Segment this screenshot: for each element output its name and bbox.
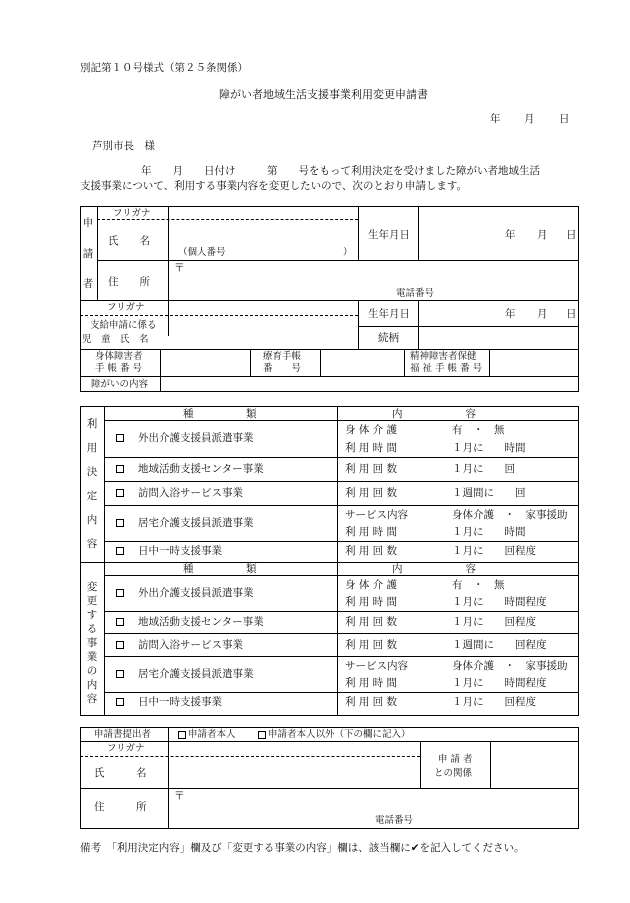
changed-side-2: 更	[86, 595, 98, 607]
current-row3-value1[interactable]: １週間に 回	[452, 487, 526, 499]
changed-service-1: 外出介護支援員派遣事業	[138, 587, 254, 599]
changed-row1-value1[interactable]: 有 ・ 無	[452, 579, 505, 591]
physical-handbook-label-2: 手 帳 番 号	[95, 363, 143, 374]
applicant-address-label: 住 所	[108, 276, 150, 288]
changed-service-2: 地域活動支援センター事業	[138, 616, 264, 628]
applicant-postal[interactable]: 〒	[174, 262, 185, 274]
ryoiku-handbook-label-2: 番 号	[263, 363, 302, 374]
changed-side-3: す	[86, 609, 98, 621]
current-checkbox-5[interactable]	[116, 547, 124, 555]
current-row2-label1: 利 用 回 数	[345, 463, 398, 475]
applicant-mynumber-label: （個人番号	[178, 247, 226, 258]
submitter-self-label: 申請者本人	[188, 729, 236, 740]
current-side-3: 決	[86, 466, 98, 478]
date-month[interactable]: 月	[524, 113, 535, 125]
current-side-4: 定	[86, 490, 98, 502]
current-side-2: 用	[86, 442, 98, 454]
changed-row1-value2[interactable]: １月に 時間程度	[452, 596, 547, 608]
current-service-4: 居宅介護支援員派遣事業	[138, 517, 254, 529]
submitter-other-label: 申請者本人以外（下の欄に記入）	[268, 729, 411, 740]
changed-col-content: 内 容	[392, 563, 476, 575]
disability-label: 障がいの内容	[91, 379, 149, 390]
changed-service-3: 訪問入浴サービス事業	[138, 639, 243, 651]
changed-row2-value1[interactable]: １月に 回程度	[452, 616, 536, 628]
changed-row2-label1: 利 用 回 数	[345, 616, 398, 628]
applicant-birth-year[interactable]: 年	[505, 229, 516, 241]
current-side-1: 利	[86, 418, 98, 430]
form-number: 別記第１０号様式（第２５条関係）	[80, 62, 248, 74]
ryoiku-handbook-label-1: 療育手帳	[263, 351, 302, 362]
current-row4-value2[interactable]: １月に 時間	[452, 526, 526, 538]
changed-row1-label1: 身 体 介 護	[345, 579, 398, 591]
submitter-label: 申請書提出者	[94, 729, 152, 740]
submitter-address-label: 住 所	[94, 801, 147, 813]
submitter-name-label: 氏 名	[94, 767, 147, 779]
applicant-birth-label: 生年月日	[368, 229, 410, 241]
current-checkbox-4[interactable]	[116, 519, 124, 527]
current-row1-value1[interactable]: 有 ・ 無	[452, 424, 505, 436]
changed-checkbox-3[interactable]	[116, 641, 124, 649]
current-row4-label1: サービス内容	[345, 509, 408, 521]
child-birth-year[interactable]: 年	[505, 308, 516, 320]
current-service-2: 地域活動支援センター事業	[138, 463, 264, 475]
changed-side-6: 業	[86, 651, 98, 663]
changed-row4-label1: サービス内容	[345, 660, 408, 672]
current-row5-label1: 利 用 回 数	[345, 545, 398, 557]
changed-service-4: 居宅介護支援員派遣事業	[138, 668, 254, 680]
current-row1-value2[interactable]: １月に 時間	[452, 442, 526, 454]
current-col-content: 内 容	[392, 408, 476, 420]
mental-handbook-label-2: 福 祉 手 帳 番 号	[410, 363, 483, 374]
current-checkbox-3[interactable]	[116, 489, 124, 497]
child-label-1: 支給申請に係る	[90, 320, 157, 331]
current-row5-value1[interactable]: １月に 回程度	[452, 545, 536, 557]
changed-row5-label1: 利 用 回 数	[345, 696, 398, 708]
date-year[interactable]: 年	[490, 113, 501, 125]
child-label-2: 児 童 氏 名	[82, 334, 149, 345]
mental-handbook-label-1: 精神障害者保健	[410, 351, 477, 362]
changed-row4-value1[interactable]: 身体介護 ・ 家事援助	[452, 660, 568, 672]
changed-checkbox-2[interactable]	[116, 618, 124, 626]
changed-service-5: 日中一時支援事業	[138, 696, 222, 708]
applicant-side-3: 者	[82, 278, 94, 290]
current-row1-label2: 利 用 時 間	[345, 442, 398, 454]
current-checkbox-1[interactable]	[116, 434, 124, 442]
physical-handbook-label-1: 身体障害者	[95, 351, 143, 362]
changed-side-4: る	[86, 623, 98, 635]
child-birth-label: 生年月日	[368, 308, 410, 320]
footer-note: 備考 「利用決定内容」欄及び「変更する事業の内容」欄は、該当欄に✔を記入してください。	[80, 842, 525, 854]
addressee: 芦別市長 様	[92, 140, 155, 152]
applicant-side-2: 請	[82, 248, 94, 260]
submitter-relation-label-1: 申 請 者	[438, 754, 473, 765]
changed-row3-label1: 利 用 回 数	[345, 639, 398, 651]
submitter-table	[80, 727, 579, 829]
current-checkbox-2[interactable]	[116, 465, 124, 473]
changed-side-5: 事	[86, 637, 98, 649]
submitter-phone-label[interactable]: 電話番号	[375, 815, 414, 826]
current-service-5: 日中一時支援事業	[138, 545, 222, 557]
changed-row5-value1[interactable]: １月に 回程度	[452, 696, 536, 708]
submitter-furigana-label: フリガナ	[107, 743, 145, 754]
current-service-1: 外出介護支援員派遣事業	[138, 432, 254, 444]
current-row1-label1: 身 体 介 護	[345, 424, 398, 436]
applicant-side-1: 申	[82, 217, 94, 229]
applicant-furigana-label: フリガナ	[113, 208, 151, 219]
changed-row4-value2[interactable]: １月に 時間程度	[452, 677, 547, 689]
applicant-name-label: 氏 名	[108, 235, 150, 247]
changed-side-7: の	[86, 665, 98, 677]
current-row4-label2: 利 用 時 間	[345, 526, 398, 538]
changed-checkbox-5[interactable]	[116, 698, 124, 706]
document-title: 障がい者地域生活支援事業利用変更申請書	[219, 88, 428, 101]
submitter-postal[interactable]: 〒	[174, 790, 185, 802]
intro-line-2: 支援事業について、利用する事業内容を変更したいので、次のとおり申請します。	[80, 180, 468, 192]
changed-col-kind: 種 類	[183, 563, 257, 575]
submitter-self-checkbox[interactable]	[178, 731, 186, 739]
changed-side-8: 内	[86, 679, 98, 691]
current-side-5: 内	[86, 514, 98, 526]
current-row4-value1[interactable]: 身体介護 ・ 家事援助	[452, 509, 568, 521]
changed-checkbox-4[interactable]	[116, 670, 124, 678]
current-side-6: 容	[86, 538, 98, 550]
current-row3-label1: 利 用 回 数	[345, 487, 398, 499]
changed-side-9: 容	[86, 693, 98, 705]
changed-side-1: 変	[86, 581, 98, 593]
intro-line-1: 年 月 日付け 第 号をもって利用決定を受けました障がい者地域生活	[141, 165, 540, 177]
changed-checkbox-1[interactable]	[116, 589, 124, 597]
changed-row1-label2: 利 用 時 間	[345, 596, 398, 608]
current-service-3: 訪問入浴サービス事業	[138, 487, 243, 499]
current-col-kind: 種 類	[183, 408, 257, 420]
child-furigana-label: フリガナ	[107, 302, 145, 313]
child-birth-day[interactable]: 日	[566, 308, 577, 320]
applicant-phone-label[interactable]: 電話番号	[396, 288, 435, 299]
changed-row3-value1[interactable]: １週間に 回程度	[452, 639, 547, 651]
date-day[interactable]: 日	[559, 113, 570, 125]
submitter-relation-label-2: との関係	[434, 768, 473, 779]
applicant-mynumber-close: ）	[343, 247, 353, 258]
applicant-birth-month[interactable]: 月	[537, 229, 548, 241]
submitter-other-checkbox[interactable]	[258, 731, 266, 739]
applicant-birth-day[interactable]: 日	[566, 229, 577, 241]
current-row2-value1[interactable]: １月に 回	[452, 463, 515, 475]
child-birth-month[interactable]: 月	[537, 308, 548, 320]
child-relation-label: 続柄	[378, 332, 399, 344]
changed-row4-label2: 利 用 時 間	[345, 677, 398, 689]
